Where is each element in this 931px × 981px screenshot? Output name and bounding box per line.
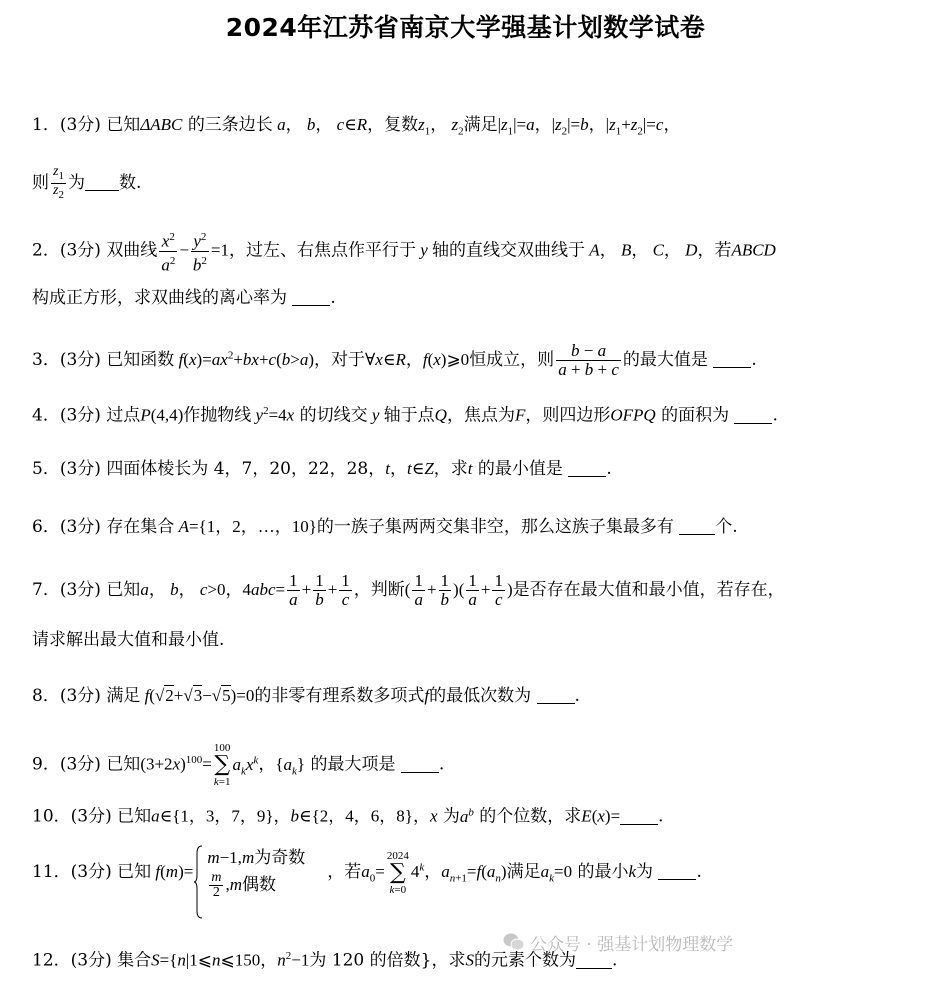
question-12: 12．(3分) 集合S={n|1⩽n⩽150，$n^2-1$为 120 的倍数}，求S的元素个数为 . — [32, 950, 618, 971]
question-10: 10．(3分) 已知a∈{1，3，7，9}，b∈{2，4，6，8}，x 为$a^b$ 的个位数，求E(x)= . — [32, 806, 664, 827]
question-7-cont: 请求解出最大值和最小值. — [32, 630, 225, 650]
question-2: 2．(3分) 双曲线 $\frac{x^2}{a^2}$ − $\frac{y^2}{b^2}$ =1，过左、右焦点作平行于 y 轴的直线交双曲线于 A， B， C， D，若ABCD — [32, 228, 776, 274]
answer-blank — [292, 289, 330, 306]
watermark: 公众号 · 强基计划物理数学 — [530, 935, 734, 955]
answer-blank — [620, 808, 658, 825]
answer-blank — [401, 756, 439, 773]
question-7: 7．(3分) 已知a， b， c>0，4abc= $\frac{1}{a}$ + $\frac{1}{b}$ + $\frac{1}{c}$ ，判断( $\frac{1}{a}$ + $\frac{1}{b}$ )( $\frac{1}{a}$ + $\frac{1}{c}$ )是否存在最大值和最小值，若存在， — [32, 571, 785, 609]
question-11: 11．(3分) 已知 f(m)= m−1,m为奇数 $\frac{m}{2}$ ,m偶数 ，若$a_0=$ 2024 ∑ k=0 4$^k$，$a_{n+1}=f(a_n)$满足$a_k=0$ 的最小k为 . — [32, 845, 702, 900]
question-5: 5．(3分) 四面体棱长为 4，7，20，22，28，t，t∈Z，求t 的最小值是 . — [32, 459, 612, 479]
question-2-cont: 构成正方形，求双曲线的离心率为 . — [32, 288, 336, 308]
question-3: 3．(3分) 已知函数 $f(x)=ax^2+bx+c(b>a)$，对于∀x∈R，f(x)⩾0恒成立，则 $\frac{b - a}{a + b + c}$ 的最大值是 . — [32, 341, 757, 379]
wechat-icon — [503, 932, 525, 952]
question-4: 4．(3分) 过点P(4,4)作抛物线 $y^2=4x$ 的切线交 y 轴于点Q，焦点为F，则四边形OFPQ 的面积为 . — [32, 405, 778, 426]
page-title: 2024年江苏省南京大学强基计划数学试卷 — [225, 13, 706, 42]
question-6: 6．(3分) 存在集合 A={1，2，…，10}的一族子集两两交集非空，那么这族子集最多有 个. — [32, 517, 738, 537]
answer-blank — [568, 460, 606, 477]
answer-blank — [679, 518, 715, 535]
question-1-cont: 则 $\frac{z_1}{z_2}$ 为 数. — [32, 164, 142, 201]
answer-blank — [537, 687, 575, 704]
answer-blank — [658, 863, 696, 880]
answer-blank — [734, 407, 772, 424]
question-8: 8．(3分) 满足 f(√2+√3−√5)=0的非零有理系数多项式f的最低次数为 . — [32, 686, 580, 706]
answer-blank — [85, 174, 119, 191]
answer-blank — [713, 351, 751, 368]
question-1: 1．(3分) 已知ΔABC 的三条边长 a， b， c∈R，复数$z_1$， $z_2$满足$|z_1|=a$，$|z_2|=b$，$|z_1+z_2|=c$， — [32, 115, 681, 138]
question-9: 9．(3分) 已知$(3+2x)^{100}=$ 100 ∑ k=1 $a_kx^k$，$\{a_k\}$ 的最大项是 . — [32, 742, 445, 788]
brace-icon — [193, 845, 203, 919]
